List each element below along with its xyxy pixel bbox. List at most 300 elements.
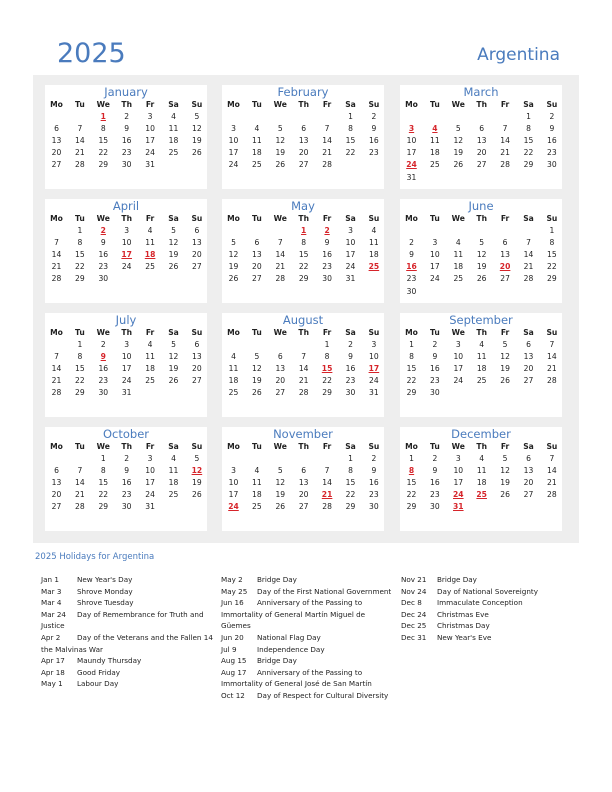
holiday-name-continued: the Malvinas War: [41, 644, 103, 654]
holiday-name: Anniversary of the Passing to: [257, 667, 363, 677]
holiday-day: 1: [100, 112, 106, 121]
day-cell: 19: [192, 136, 202, 146]
day-cell: 23: [547, 148, 557, 158]
weekday-header: We: [273, 442, 287, 451]
day-cell: 24: [145, 490, 155, 500]
weekday-header: Mo: [227, 328, 240, 337]
weekday-header: Fr: [500, 328, 510, 337]
day-cell: 19: [192, 478, 202, 488]
day-cell: 9: [371, 124, 377, 134]
day-cell: 20: [523, 478, 534, 488]
weekday-header: Mo: [405, 100, 418, 109]
day-cell: 9: [100, 238, 106, 248]
day-cell: 15: [523, 136, 534, 146]
day-cell: 8: [348, 124, 353, 134]
day-cell: 1: [526, 112, 531, 121]
day-cell: 12: [228, 250, 239, 260]
day-cell: 11: [453, 250, 464, 260]
holiday-name: Bridge Day: [257, 656, 297, 666]
day-cell: 9: [409, 250, 414, 260]
day-cell: 8: [77, 352, 83, 362]
day-cell: 10: [121, 238, 132, 248]
month-july: [45, 313, 207, 417]
holiday-name: Maundy Thursday: [77, 656, 142, 666]
day-cell: 22: [345, 148, 356, 158]
day-cell: 15: [298, 250, 309, 260]
month-october: [45, 427, 207, 531]
day-cell: 22: [322, 376, 332, 386]
day-cell: 27: [192, 262, 202, 272]
weekday-header: Tu: [430, 100, 440, 109]
day-cell: 1: [409, 340, 414, 349]
weekday-header: Mo: [405, 214, 418, 223]
day-cell: 27: [298, 502, 309, 512]
day-cell: 15: [75, 250, 85, 260]
day-cell: 3: [147, 454, 153, 463]
day-cell: 29: [98, 502, 109, 512]
day-cell: 27: [192, 376, 202, 386]
day-cell: 13: [51, 136, 62, 146]
month-august: [222, 313, 384, 417]
day-cell: 16: [369, 136, 379, 146]
holiday-entry: [401, 620, 573, 632]
weekday-header: Fr: [145, 442, 155, 451]
day-cell: 28: [75, 160, 85, 170]
day-cell: 4: [479, 454, 485, 463]
holiday-name-continued: Justice: [41, 621, 65, 631]
holiday-day: 15: [321, 364, 333, 374]
day-cell: 27: [51, 160, 62, 170]
day-cell: 7: [549, 340, 555, 349]
day-cell: 18: [430, 148, 440, 158]
holiday-name-continued: Immortality of General José de San Martín: [221, 679, 372, 689]
holiday-day: 18: [144, 250, 156, 260]
month-december: [400, 427, 562, 531]
holiday-entry: [221, 690, 393, 702]
day-cell: 7: [526, 238, 531, 248]
day-cell: 21: [51, 262, 62, 272]
country-title: Argentina: [477, 45, 560, 65]
holiday-day: 1: [301, 226, 307, 235]
day-cell: 31: [121, 388, 132, 398]
day-cell: 21: [275, 262, 286, 272]
weekday-header: Mo: [405, 328, 418, 337]
day-cell: 26: [168, 376, 179, 386]
day-cell: 10: [145, 124, 155, 134]
weekday-header: Mo: [227, 442, 240, 451]
day-cell: 5: [171, 226, 176, 235]
day-cell: 19: [500, 478, 510, 488]
holiday-date: May 2: [221, 575, 243, 584]
day-cell: 28: [322, 160, 332, 170]
day-cell: 23: [430, 490, 440, 500]
day-cell: 4: [171, 454, 176, 463]
weekday-header: Mo: [50, 214, 63, 223]
weekday-header: We: [451, 214, 465, 223]
day-cell: 23: [121, 148, 132, 158]
weekday-header: Tu: [75, 100, 85, 109]
day-cell: 30: [121, 502, 132, 512]
day-cell: 9: [124, 466, 130, 476]
day-cell: 11: [252, 136, 262, 146]
day-cell: 19: [228, 262, 239, 272]
day-cell: 20: [476, 148, 487, 158]
holiday-day: 17: [121, 250, 132, 260]
day-cell: 15: [98, 478, 109, 488]
day-cell: 14: [547, 466, 557, 476]
day-cell: 14: [51, 364, 62, 374]
day-cell: 26: [192, 148, 202, 158]
day-cell: 10: [228, 478, 239, 488]
day-cell: 9: [324, 238, 330, 248]
day-cell: 29: [547, 274, 557, 284]
day-cell: 19: [500, 364, 510, 374]
day-cell: 3: [371, 340, 377, 349]
holiday-date: Dec 31: [401, 632, 427, 642]
day-cell: 27: [523, 490, 534, 500]
holiday-name: Christmas Eve: [437, 609, 489, 619]
holiday-entry: [221, 632, 393, 644]
holiday-day: 25: [476, 490, 487, 500]
day-cell: 3: [147, 112, 153, 121]
day-cell: 22: [98, 148, 109, 158]
day-cell: 11: [145, 238, 155, 248]
day-cell: 31: [145, 502, 155, 512]
day-cell: 17: [453, 364, 464, 374]
day-cell: 24: [345, 262, 356, 272]
day-cell: 12: [453, 136, 464, 146]
day-cell: 6: [277, 352, 283, 362]
day-cell: 23: [430, 376, 440, 386]
holiday-date: Dec 25: [401, 621, 427, 631]
holiday-name: National Flag Day: [257, 632, 321, 642]
day-cell: 11: [168, 124, 179, 134]
day-cell: 10: [369, 352, 379, 362]
day-cell: 2: [100, 340, 106, 349]
day-cell: 5: [194, 454, 200, 463]
holiday-day: 17: [368, 364, 380, 374]
day-cell: 28: [547, 376, 557, 386]
day-cell: 11: [228, 364, 239, 374]
weekday-header: Th: [476, 100, 487, 109]
day-cell: 28: [298, 388, 309, 398]
weekday-header: Sa: [345, 328, 356, 337]
month-name: May: [291, 199, 315, 213]
holiday-day: 3: [408, 124, 415, 134]
weekday-header: We: [96, 442, 110, 451]
day-cell: 28: [275, 274, 286, 284]
weekday-header: Tu: [252, 328, 262, 337]
month-april: [45, 199, 207, 303]
day-cell: 28: [51, 274, 62, 284]
day-cell: 10: [121, 352, 132, 362]
day-cell: 11: [430, 136, 440, 146]
day-cell: 4: [231, 352, 236, 362]
day-cell: 14: [275, 250, 286, 260]
day-cell: 14: [523, 250, 534, 260]
month-may: [222, 199, 384, 303]
holiday-entry: [41, 609, 213, 621]
day-cell: 13: [298, 478, 309, 488]
day-cell: 10: [453, 466, 464, 476]
holiday-date: Jul 9: [221, 644, 237, 654]
day-cell: 7: [324, 466, 330, 476]
day-cell: 17: [228, 490, 239, 500]
day-cell: 16: [430, 478, 440, 488]
weekday-header: Th: [121, 328, 132, 337]
weekday-header: Fr: [322, 442, 332, 451]
holiday-day: 4: [432, 124, 438, 134]
holiday-date: May 1: [41, 679, 63, 689]
day-cell: 4: [147, 340, 153, 349]
day-cell: 22: [98, 490, 109, 500]
day-cell: 9: [371, 466, 377, 476]
day-cell: 17: [145, 478, 155, 488]
day-cell: 5: [502, 340, 508, 349]
day-cell: 10: [228, 136, 239, 146]
day-cell: 13: [523, 466, 534, 476]
weekday-header: We: [451, 442, 465, 451]
day-cell: 25: [168, 148, 179, 158]
day-cell: 13: [51, 478, 62, 488]
day-cell: 19: [275, 490, 286, 500]
holiday-date: Mar 24: [41, 609, 66, 619]
weekday-header: Th: [476, 442, 487, 451]
day-cell: 21: [547, 478, 557, 488]
day-cell: 1: [100, 454, 106, 463]
month-name: June: [468, 199, 494, 213]
day-cell: 13: [252, 250, 262, 260]
day-cell: 4: [455, 238, 461, 248]
weekday-header: We: [273, 328, 287, 337]
month-june: [400, 199, 562, 303]
day-cell: 22: [406, 376, 417, 386]
day-cell: 12: [168, 238, 179, 248]
day-cell: 7: [324, 124, 330, 134]
weekday-header: Su: [546, 214, 558, 223]
weekday-header: Sa: [168, 442, 179, 451]
day-cell: 14: [547, 352, 557, 362]
day-cell: 16: [121, 478, 132, 488]
day-cell: 6: [479, 124, 485, 134]
holiday-name: Labour Day: [77, 679, 119, 689]
day-cell: 14: [500, 136, 510, 146]
day-cell: 17: [406, 148, 417, 158]
day-cell: 6: [502, 238, 508, 248]
day-cell: 25: [252, 502, 262, 512]
weekday-header: Tu: [75, 442, 85, 451]
weekday-header: Su: [191, 214, 203, 223]
day-cell: 31: [406, 172, 417, 182]
day-cell: 27: [275, 388, 286, 398]
day-cell: 30: [430, 388, 440, 398]
day-cell: 20: [275, 376, 286, 386]
day-cell: 2: [432, 340, 438, 349]
day-cell: 29: [75, 274, 85, 284]
day-cell: 4: [371, 226, 377, 235]
day-cell: 6: [301, 124, 307, 134]
day-cell: 13: [275, 364, 286, 374]
day-cell: 30: [430, 502, 440, 512]
day-cell: 3: [231, 466, 236, 476]
day-cell: 28: [51, 388, 62, 398]
holiday-day: 24: [406, 160, 417, 170]
day-cell: 25: [145, 262, 155, 272]
day-cell: 28: [500, 160, 510, 170]
day-cell: 20: [192, 364, 202, 374]
day-cell: 26: [228, 274, 239, 284]
day-cell: 8: [100, 124, 106, 134]
day-cell: 19: [476, 262, 487, 272]
holiday-date: Aug 15: [221, 656, 247, 666]
holiday-date: Oct 12: [221, 690, 245, 700]
day-cell: 18: [476, 364, 487, 374]
day-cell: 2: [371, 454, 377, 463]
day-cell: 18: [168, 478, 179, 488]
holiday-date: Jun 16: [221, 598, 244, 608]
day-cell: 20: [51, 490, 62, 500]
weekday-header: Mo: [50, 100, 63, 109]
day-cell: 25: [145, 376, 155, 386]
holiday-date: Mar 4: [41, 598, 62, 608]
holiday-day: 16: [406, 262, 417, 272]
day-cell: 16: [98, 364, 109, 374]
holiday-name: Bridge Day: [437, 575, 477, 584]
day-cell: 29: [98, 160, 109, 170]
day-cell: 28: [547, 490, 557, 500]
day-cell: 2: [371, 112, 377, 121]
day-cell: 4: [147, 226, 153, 235]
day-cell: 17: [121, 364, 132, 374]
day-cell: 18: [453, 262, 464, 272]
holiday-name: Day of the First National Government: [257, 586, 392, 596]
weekday-header: Tu: [252, 100, 262, 109]
day-cell: 22: [75, 376, 85, 386]
day-cell: 19: [275, 148, 286, 158]
holiday-name: Day of National Sovereignty: [437, 586, 538, 596]
holiday-date: Nov 24: [401, 586, 427, 596]
day-cell: 21: [322, 148, 332, 158]
day-cell: 1: [324, 340, 330, 349]
day-cell: 22: [406, 490, 417, 500]
day-cell: 12: [168, 352, 179, 362]
day-cell: 5: [502, 454, 508, 463]
day-cell: 17: [453, 478, 464, 488]
weekday-header: Fr: [500, 214, 510, 223]
weekday-header: Th: [298, 442, 309, 451]
holiday-entry: [401, 574, 573, 586]
day-cell: 6: [54, 466, 59, 476]
day-cell: 14: [298, 364, 309, 374]
day-cell: 4: [479, 340, 485, 349]
weekday-header: Fr: [500, 100, 510, 109]
weekday-header: Mo: [227, 214, 240, 223]
holiday-day: 21: [321, 490, 333, 500]
day-cell: 1: [77, 340, 83, 349]
day-cell: 27: [298, 160, 309, 170]
day-cell: 25: [252, 160, 262, 170]
weekday-header: Su: [368, 442, 380, 451]
day-cell: 7: [502, 124, 508, 134]
day-cell: 14: [51, 250, 62, 260]
day-cell: 27: [252, 274, 262, 284]
weekday-header: Su: [368, 328, 380, 337]
day-cell: 24: [369, 376, 379, 386]
day-cell: 5: [194, 112, 200, 121]
day-cell: 12: [500, 466, 510, 476]
day-cell: 18: [476, 478, 487, 488]
day-cell: 24: [145, 148, 155, 158]
weekday-header: Fr: [145, 328, 155, 337]
day-cell: 19: [168, 250, 179, 260]
day-cell: 26: [275, 160, 286, 170]
day-cell: 1: [549, 226, 555, 235]
weekday-header: Sa: [345, 100, 356, 109]
weekday-header: Sa: [168, 100, 179, 109]
day-cell: 9: [348, 352, 353, 362]
weekday-header: Su: [546, 442, 558, 451]
holiday-column: [221, 574, 393, 702]
day-cell: 20: [523, 364, 534, 374]
weekday-header: Mo: [50, 328, 63, 337]
holiday-entry: [41, 655, 213, 667]
weekday-header: We: [96, 214, 110, 223]
day-cell: 22: [523, 148, 534, 158]
day-cell: 16: [121, 136, 132, 146]
day-cell: 5: [277, 466, 283, 476]
day-cell: 30: [98, 388, 109, 398]
weekday-header: Th: [298, 100, 309, 109]
holiday-name: Day of Respect for Cultural Diversity: [257, 690, 389, 700]
day-cell: 13: [523, 352, 534, 362]
day-cell: 3: [348, 226, 353, 235]
weekday-header: Sa: [523, 328, 534, 337]
holidays-title: 2025 Holidays for Argentina: [35, 552, 155, 562]
day-cell: 6: [301, 466, 307, 476]
day-cell: 2: [409, 238, 414, 248]
weekday-header: We: [451, 328, 465, 337]
day-cell: 24: [121, 262, 132, 272]
holiday-entry: [41, 678, 213, 690]
day-cell: 8: [526, 124, 531, 134]
month-september: [400, 313, 562, 417]
day-cell: 29: [298, 274, 309, 284]
day-cell: 30: [121, 160, 132, 170]
day-cell: 6: [254, 238, 260, 248]
holiday-entry: [401, 632, 573, 644]
day-cell: 23: [406, 274, 417, 284]
day-cell: 20: [192, 250, 202, 260]
holiday-date: Nov 21: [401, 575, 427, 584]
day-cell: 21: [75, 148, 85, 158]
weekday-header: Mo: [405, 442, 418, 451]
holiday-day: 2: [100, 226, 106, 235]
day-cell: 23: [369, 148, 379, 158]
day-cell: 1: [348, 112, 353, 121]
day-cell: 30: [98, 274, 109, 284]
weekday-header: Sa: [523, 214, 534, 223]
day-cell: 17: [430, 262, 440, 272]
day-cell: 25: [228, 388, 239, 398]
weekday-header: Tu: [430, 328, 440, 337]
day-cell: 30: [547, 160, 557, 170]
weekday-header: Th: [476, 328, 487, 337]
holiday-date: Aug 17: [221, 667, 247, 677]
day-cell: 21: [547, 364, 557, 374]
holiday-name: New Year's Day: [77, 575, 133, 584]
weekday-header: Fr: [500, 442, 510, 451]
weekday-header: Mo: [227, 100, 240, 109]
